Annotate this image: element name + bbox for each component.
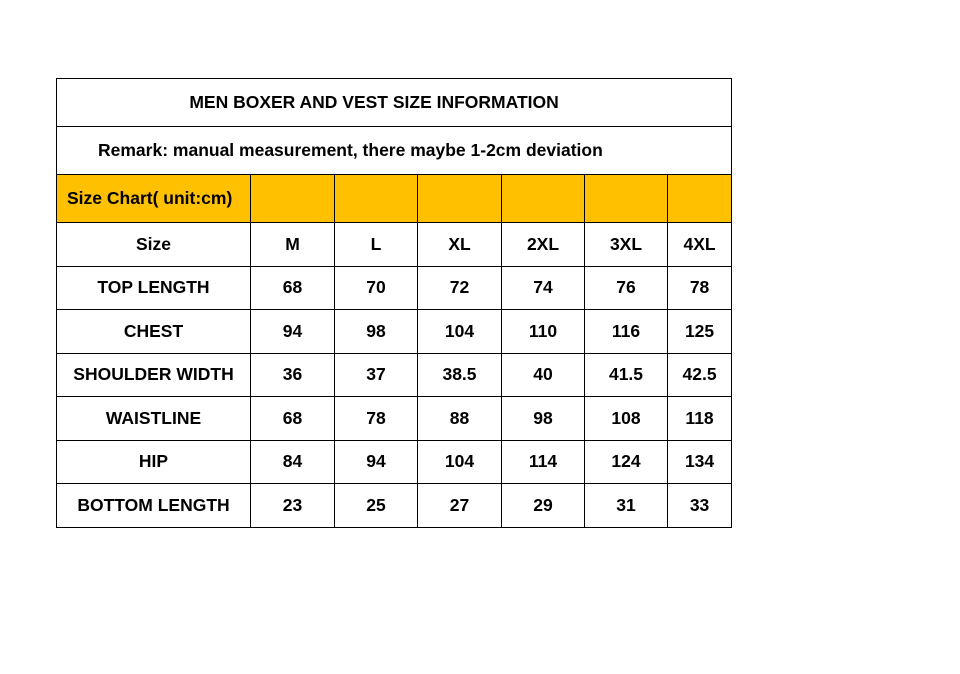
size-chart-band-row: [57, 175, 732, 223]
value-cell: 42.5: [668, 353, 732, 397]
value-cell: 98: [502, 397, 585, 441]
size-chart-table: [56, 78, 732, 528]
value-cell: 31: [585, 484, 668, 528]
table-row: [57, 484, 732, 528]
value-cell: 114: [502, 440, 585, 484]
row-label: BOTTOM LENGTH: [57, 484, 251, 528]
value-cell: 25: [335, 484, 418, 528]
value-cell: 68: [251, 266, 335, 310]
value-cell: 23: [251, 484, 335, 528]
table-row: [57, 397, 732, 441]
value-cell: 29: [502, 484, 585, 528]
value-cell: 94: [335, 440, 418, 484]
size-chart-unit-label: Size Chart( unit:cm): [57, 175, 251, 223]
size-header-cell: 4XL: [668, 223, 732, 267]
size-header-row: [57, 223, 732, 267]
value-cell: 104: [418, 440, 502, 484]
table-row: [57, 440, 732, 484]
value-cell: 38.5: [418, 353, 502, 397]
value-cell: 72: [418, 266, 502, 310]
table-title: MEN BOXER AND VEST SIZE INFORMATION: [57, 79, 732, 127]
value-cell: 37: [335, 353, 418, 397]
size-header-cell: M: [251, 223, 335, 267]
value-cell: 125: [668, 310, 732, 354]
row-label: TOP LENGTH: [57, 266, 251, 310]
band-cell: [251, 175, 335, 223]
size-header-label: Size: [57, 223, 251, 267]
value-cell: 40: [502, 353, 585, 397]
table-row: [57, 310, 732, 354]
value-cell: 76: [585, 266, 668, 310]
band-cell: [502, 175, 585, 223]
value-cell: 108: [585, 397, 668, 441]
value-cell: 27: [418, 484, 502, 528]
value-cell: 118: [668, 397, 732, 441]
table-row: [57, 353, 732, 397]
value-cell: 36: [251, 353, 335, 397]
value-cell: 33: [668, 484, 732, 528]
size-header-cell: 2XL: [502, 223, 585, 267]
value-cell: 98: [335, 310, 418, 354]
value-cell: 124: [585, 440, 668, 484]
value-cell: 94: [251, 310, 335, 354]
value-cell: 110: [502, 310, 585, 354]
value-cell: 88: [418, 397, 502, 441]
value-cell: 104: [418, 310, 502, 354]
value-cell: 84: [251, 440, 335, 484]
band-cell: [335, 175, 418, 223]
title-row: [57, 79, 732, 127]
row-label: SHOULDER WIDTH: [57, 353, 251, 397]
value-cell: 134: [668, 440, 732, 484]
table-row: [57, 266, 732, 310]
size-header-cell: 3XL: [585, 223, 668, 267]
band-cell: [585, 175, 668, 223]
remark-row: [57, 127, 732, 175]
value-cell: 41.5: [585, 353, 668, 397]
value-cell: 78: [335, 397, 418, 441]
size-header-cell: L: [335, 223, 418, 267]
size-header-cell: XL: [418, 223, 502, 267]
value-cell: 70: [335, 266, 418, 310]
value-cell: 74: [502, 266, 585, 310]
band-cell: [418, 175, 502, 223]
row-label: CHEST: [57, 310, 251, 354]
value-cell: 116: [585, 310, 668, 354]
row-label: WAISTLINE: [57, 397, 251, 441]
band-cell: [668, 175, 732, 223]
row-label: HIP: [57, 440, 251, 484]
value-cell: 68: [251, 397, 335, 441]
remark-text: Remark: manual measurement, there maybe 1-2cm deviation: [57, 127, 732, 175]
value-cell: 78: [668, 266, 732, 310]
